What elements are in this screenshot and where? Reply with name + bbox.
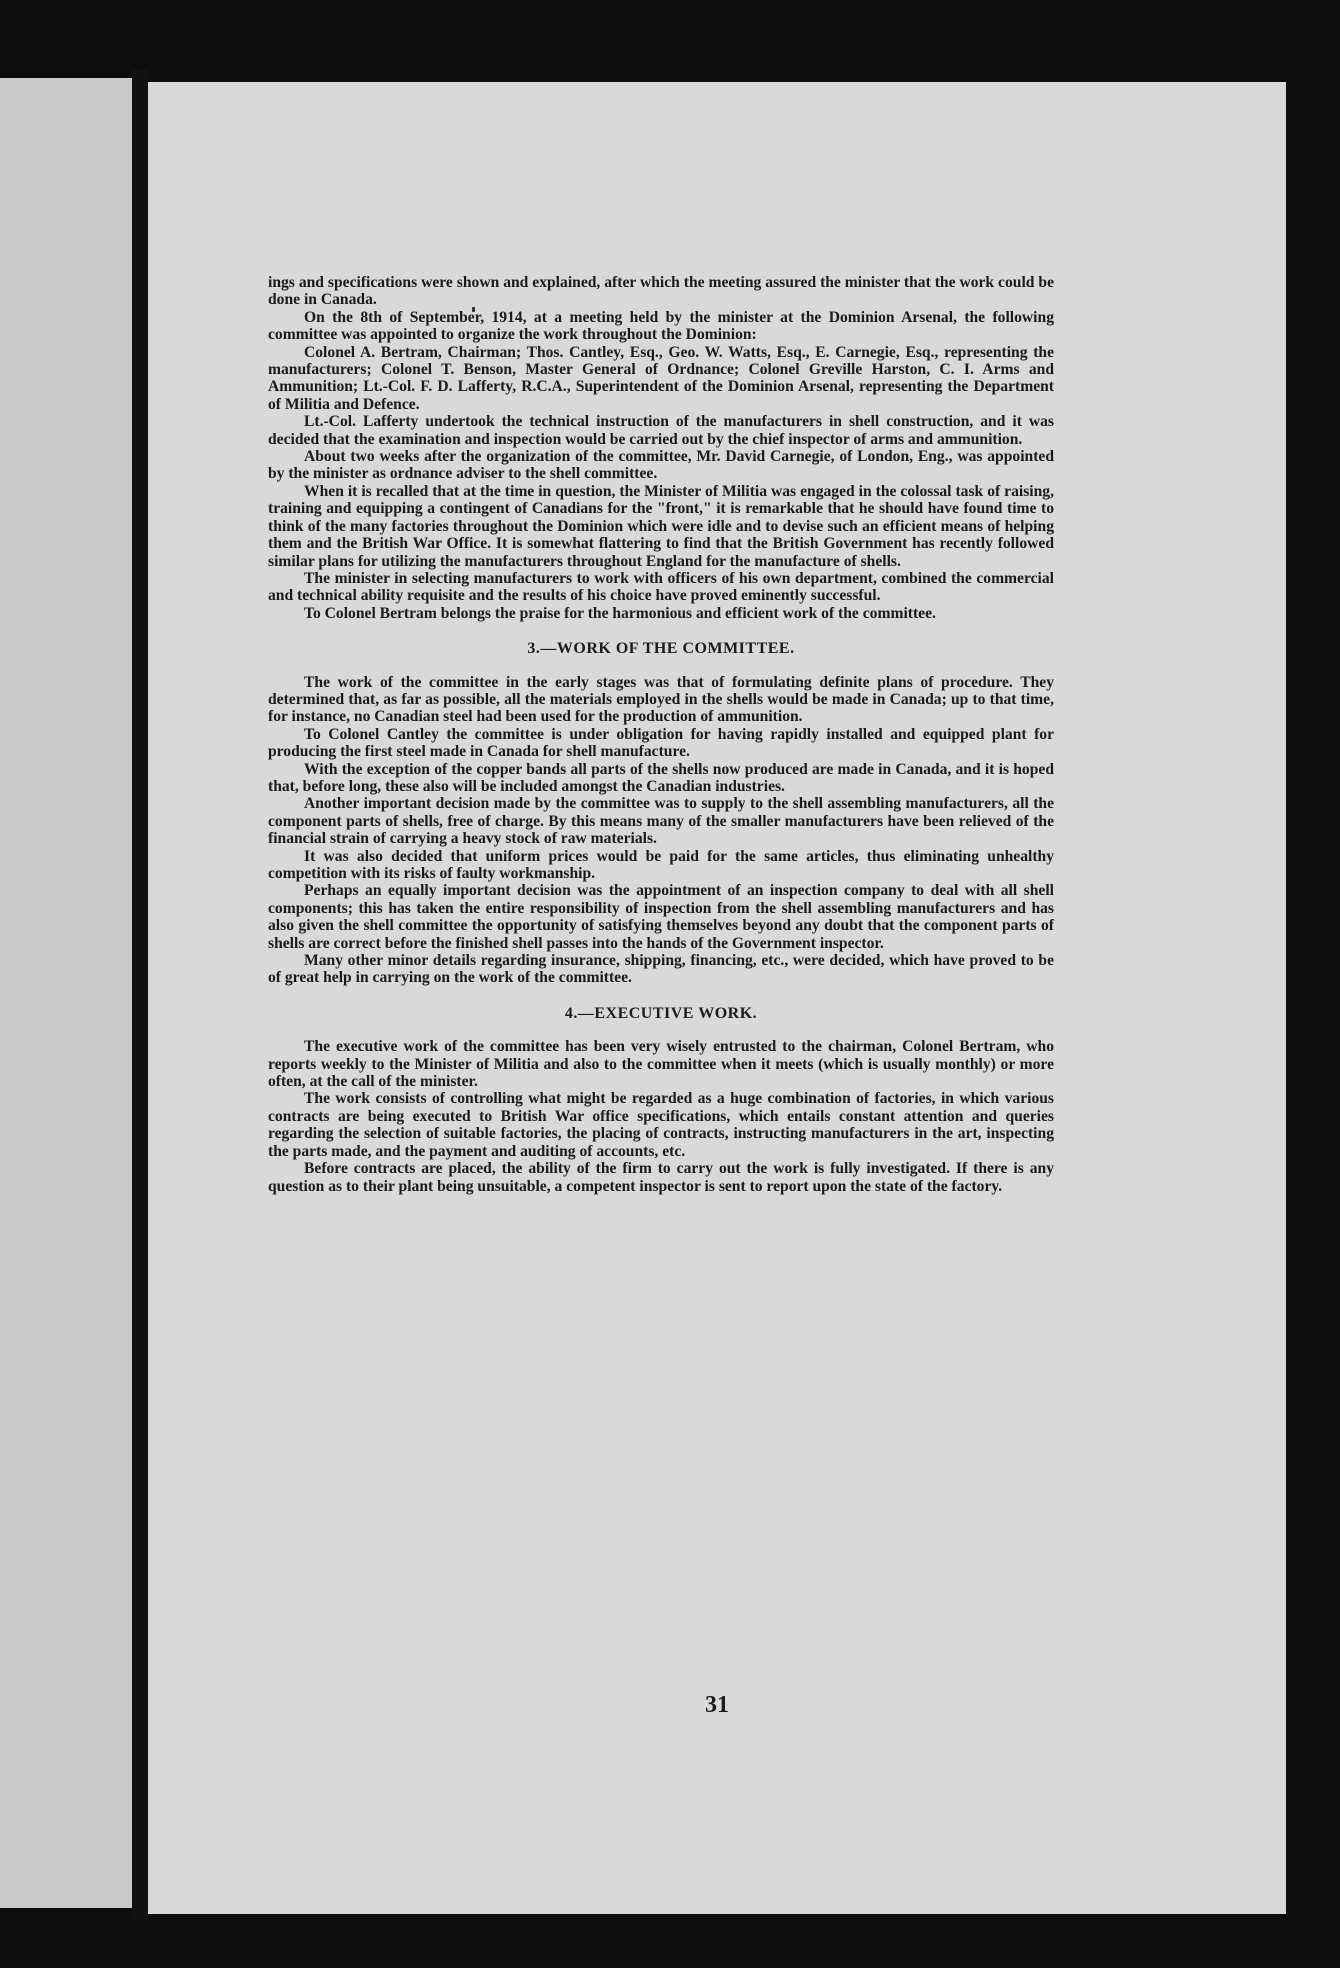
paragraph: The executive work of the committee has been very wisely entrusted to the chairman, Colonel Bertram, who reports weekly to the Minister of Militia and also to the committee when it meets (which is usually monthly) or more often, at the call of the minister. <box>268 1038 1054 1091</box>
adjacent-page-edge <box>0 78 132 1908</box>
paragraph: To Colonel Bertram belongs the praise for the harmonious and efficient work of the committee. <box>304 604 936 622</box>
paragraph: Lt.-Col. Lafferty undertook the technical instruction of the manufacturers in shell construction, and it was decided that the examination and inspection would be carried out by the chief inspector of arms and ammunition. <box>268 413 1054 448</box>
paragraph: Perhaps an equally important decision was the appointment of an inspection company to deal with all shell components; this has taken the entire responsibility of inspection from the shell assembling manufacturers and has also given the shell committee the opportunity of satisfying themselves beyond any doubt that the component parts of shells are correct before the finished shell passes into the hands of the Government inspector. <box>268 882 1054 952</box>
paragraph: Many other minor details regarding insurance, shipping, financing, etc., were decided, which have proved to be of great help in carrying on the work of the committee. <box>268 952 1054 987</box>
paragraph: Another important decision made by the committee was to supply to the shell assembling manufacturers, all the component parts of shells, free of charge. By this means many of the smaller manufacturers have been relieved of the financial strain of carrying a heavy stock of raw materials. <box>268 795 1054 848</box>
section-heading-executive-work: 4.—EXECUTIVE WORK. <box>564 1004 758 1022</box>
paragraph: On the 8th of September, 1914, at a meeting held by the minister at the Dominion Arsenal, the following committee was appointed to organize the work throughout the Dominion: <box>268 308 1054 344</box>
paragraph: ings and specifications were shown and explained, after which the meeting assured the minister that the work could be done in Canada. <box>268 274 1054 309</box>
paragraph: The minister in selecting manufacturers to work with officers of his own department, combined the commercial and technical ability requisite and the results of his choice have proved eminently successful. <box>268 569 1054 605</box>
section-work-of-committee <box>268 674 1054 987</box>
page-gutter <box>132 70 148 1920</box>
section-heading-work-of-committee: 3.—WORK OF THE COMMITTEE. <box>527 640 795 658</box>
paragraph: Colonel A. Bertram, Chairman; Thos. Cantley, Esq., Geo. W. Watts, Esq., E. Carnegie, Esq., representing the manufacturers; Colonel T. Benson, Master General of Ordnance; Colonel Greville Harston, C. I. Arms and Ammunition; Lt.-Col. F. D. Lafferty, R.C.A., Superintendent of the Dominion Arsenal, representing the Department of Militia and Defence. <box>268 343 1054 413</box>
section-intro <box>268 274 1054 622</box>
paragraph: To Colonel Cantley the committee is under obligation for having rapidly installed and equipped plant for producing the first steel made in Canada for shell manufacture. <box>268 725 1054 761</box>
body-text <box>268 274 1054 1195</box>
paragraph: The work of the committee in the early stages was that of formulating definite plans of procedure. They determined that, as far as possible, all the materials employed in the shells would be made in Canada; up to that time, for instance, no Canadian steel had been used for the production of ammunition. <box>268 673 1054 726</box>
document-page <box>148 82 1286 1914</box>
paragraph: With the exception of the copper bands all parts of the shells now produced are made in Canada, and it is hoped that, before long, these also will be included amongst the Canadian industries. <box>268 760 1054 795</box>
paragraph: The work consists of controlling what might be regarded as a huge combination of factories, in which various contracts are being executed to British War office specifications, which entails constant attention and queries regarding the selection of suitable factories, the placing of contracts, instructing manufacturers in the art, inspecting the parts made, and the payment and auditing of accounts, etc. <box>268 1090 1054 1160</box>
paragraph: When it is recalled that at the time in question, the Minister of Militia was engaged in the colossal task of raising, training and equipping a contingent of Canadians for the "front," it is remarkable that he should have found time to think of the many factories throughout the Dominion which were idle and to devise such an efficient means of helping them and the British War Office. It is somewhat flattering to find that the British Government has recently followed similar plans for utilizing the manufacturers throughout England for the manufacture of shells. <box>268 482 1054 570</box>
paragraph: It was also decided that uniform prices would be paid for the same articles, thus eliminating unhealthy competition with its risks of faulty workmanship. <box>268 847 1054 882</box>
section-executive-work <box>268 1038 1054 1195</box>
paragraph: About two weeks after the organization of the committee, Mr. David Carnegie, of London, Eng., was appointed by the minister as ordnance adviser to the shell committee. <box>268 448 1054 483</box>
page-number: 31 <box>705 1692 729 1718</box>
paragraph: Before contracts are placed, the ability of the firm to carry out the work is fully investigated. If there is any question as to their plant being unsuitable, a competent inspector is sent to report upon the state of the factory. <box>268 1160 1054 1195</box>
